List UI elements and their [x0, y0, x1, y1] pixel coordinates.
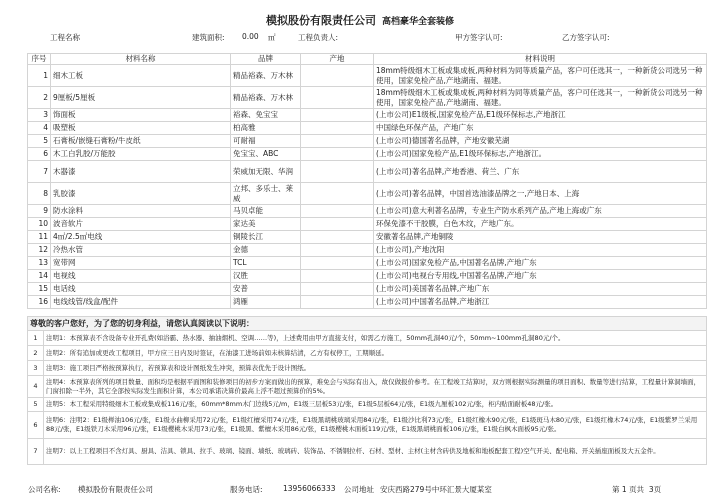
material-desc: 环保免漆不干胶膜，白色木纹，产地广东。	[374, 218, 707, 231]
table-header-row	[28, 54, 707, 65]
notes-table	[27, 316, 707, 465]
table-row	[28, 148, 707, 161]
brand: 柏高雅	[231, 122, 301, 135]
company-title: 模拟股份有限责任公司	[265, 14, 376, 27]
note-text: 注明6：注明2：E1级榉油106元/张，E1级水曲柳采用72元/张，E1级红檀采用74元/张，E1级黑胡桃玻璃采用84元/张，E1级沙比利73元/张，E1级红橡木90元/张，E1级斑马木80元/张，E1级红橡木74元/张，E1级紫罗兰采用88元/张，E1级铁刀木采用96元/张，E1级樱桃木采用73元/张，E1级黑、紫檀木采用86元/张，E1级樱桃木面板119元/张，E1级黑胡桃面板106元/张，E1级白枫木面板95元/张。	[44, 412, 707, 439]
footer-phone-label: 服务电话:	[230, 485, 263, 494]
table-row	[28, 122, 707, 135]
table-row	[28, 109, 707, 122]
brand: 免宝宝、ABC	[231, 148, 301, 161]
note-no: 3	[28, 361, 44, 376]
note-row	[28, 331, 707, 346]
origin	[301, 218, 374, 231]
origin	[301, 87, 374, 109]
material-desc: (上市公司)E1级板,国家免检产品,E1级环保标志,产地浙江	[374, 109, 707, 122]
material-name: 木工白乳胶/万能胶	[51, 148, 231, 161]
table-row	[28, 270, 707, 283]
material-name: 宽带网	[51, 257, 231, 270]
note-text: 注明5：本工程采用特级细木工板或集成板116元/张，60mm*8mm木门边线5元/m，E1级三层板53元/张，E1级5层板64元/张，E1级九厘板102元/张，柜内贴面耐板48元/张。	[44, 398, 707, 412]
material-name: 细木工板	[51, 65, 231, 87]
brand: 鸿雁	[231, 296, 301, 309]
footer-company: 模拟股份有限责任公司	[78, 485, 153, 494]
origin	[301, 65, 374, 87]
materials-table	[27, 53, 707, 309]
material-name: 电话线	[51, 283, 231, 296]
note-text: 注明2：所有追加或更改工程项目，甲方应三日内及时签证，在油漆工进场前如未核算结清，乙方有权停工，工期顺延。	[44, 346, 707, 361]
origin	[301, 148, 374, 161]
note-no: 5	[28, 398, 44, 412]
row-no: 4	[28, 122, 51, 135]
brand: 裕森、免宝宝	[231, 109, 301, 122]
origin	[301, 161, 374, 183]
brand: 马贝卓能	[231, 205, 301, 218]
brand: 荣威加无限、华润	[231, 161, 301, 183]
col-name: 材料名称	[51, 54, 231, 65]
footer-address: 安庆西路279号中环汇景大厦某室	[380, 485, 492, 494]
table-row	[28, 161, 707, 183]
origin	[301, 135, 374, 148]
origin	[301, 270, 374, 283]
brand: 铜陵长江	[231, 231, 301, 244]
table-row	[28, 296, 707, 309]
row-no: 3	[28, 109, 51, 122]
material-desc: 安徽著名品牌,产地铜陵	[374, 231, 707, 244]
document-title	[0, 12, 720, 28]
col-no: 序号	[28, 54, 51, 65]
note-text: 注明7：以上工程项目不含灯具、厨具、洁具、锁具、拉手、玻璃、镜面、墙纸、玻璃砖、装饰品、不锈钢拉杆、石材、型材、主材(主材含砖供及地板和地板配套工程)空气开关、配电箱、开关插座面板及大五金件。	[44, 439, 707, 465]
row-no: 8	[28, 183, 51, 205]
note-no: 2	[28, 346, 44, 361]
material-name: 4㎡/2.5㎡电线	[51, 231, 231, 244]
footer-company-label: 公司名称:	[28, 485, 61, 494]
area-unit: ㎡	[268, 33, 276, 42]
row-no: 16	[28, 296, 51, 309]
row-no: 9	[28, 205, 51, 218]
origin	[301, 183, 374, 205]
col-brand: 品牌	[231, 54, 301, 65]
material-name: 电视线	[51, 270, 231, 283]
material-name: 防水涂料	[51, 205, 231, 218]
manager-label: 工程负责人:	[298, 33, 339, 42]
table-row	[28, 283, 707, 296]
origin	[301, 205, 374, 218]
row-no: 11	[28, 231, 51, 244]
area-label: 建筑面积:	[192, 33, 225, 42]
row-no: 1	[28, 65, 51, 87]
note-no: 6	[28, 412, 44, 439]
material-name: 冷热水管	[51, 244, 231, 257]
brand: TCL	[231, 257, 301, 270]
brand: 可耐福	[231, 135, 301, 148]
material-desc: (上市公司),产地沈阳	[374, 244, 707, 257]
party-a-label: 甲方签字认可:	[455, 33, 503, 42]
material-desc: (上市公司)国家免检产品,中国著名品牌,产地广东	[374, 257, 707, 270]
footer-address-label: 公司地址	[344, 485, 374, 494]
brand: 安普	[231, 283, 301, 296]
material-desc: (上市公司)美国著名品牌,产地广东	[374, 283, 707, 296]
note-row	[28, 412, 707, 439]
origin	[301, 296, 374, 309]
table-row	[28, 231, 707, 244]
note-no: 7	[28, 439, 44, 465]
table-row	[28, 65, 707, 87]
material-desc: 中国绿色环保产品，产地广东	[374, 122, 707, 135]
origin	[301, 283, 374, 296]
row-no: 6	[28, 148, 51, 161]
material-desc: (上市公司)意大利著名品牌，专业生产防水系列产品,产地上海或广东	[374, 205, 707, 218]
brand: 金德	[231, 244, 301, 257]
row-no: 7	[28, 161, 51, 183]
row-no: 5	[28, 135, 51, 148]
brand: 立邦、多乐士、莱威	[231, 183, 301, 205]
row-no: 2	[28, 87, 51, 109]
row-no: 14	[28, 270, 51, 283]
notes-heading: 尊敬的客户您好，为了您的切身利益，请您认真阅读以下说明：	[28, 317, 707, 331]
material-name: 饰面板	[51, 109, 231, 122]
material-name: 波音软片	[51, 218, 231, 231]
note-text: 注明1：本预算表不含设备专业开孔费(如浴霸、热水器、抽油烟机、空调……等)，上述费用由甲方直接支付，如需乙方施工，50mm孔洞40元/个，50mm~100mm孔洞80元/个。	[44, 331, 707, 346]
material-desc: 18mm特级细木工板或集成板,两种材料为同等质量产品，客户可任选其一，一种新货公司选另一种使用，国家免检产品,产地湖南、福建。	[374, 65, 707, 87]
material-name: 木器漆	[51, 161, 231, 183]
material-desc: (上市公司)德国著名品牌，产地安徽芜湖	[374, 135, 707, 148]
row-no: 15	[28, 283, 51, 296]
project-name-label: 工程名称	[50, 33, 80, 42]
row-no: 13	[28, 257, 51, 270]
row-no: 10	[28, 218, 51, 231]
table-row	[28, 218, 707, 231]
table-row	[28, 135, 707, 148]
note-text: 注明3：施工项目严格按预算执行，若预算表和设计图纸发生冲突，预算表优先于设计图纸。	[44, 361, 707, 376]
origin	[301, 257, 374, 270]
area-value: 0.00	[242, 32, 259, 41]
col-origin: 产地	[301, 54, 374, 65]
note-no: 4	[28, 376, 44, 398]
material-desc: 18mm特级细木工板或集成板,两种材料为同等质量产品，客户可任选其一，一种新货公司选另一种使用，国家免检产品,产地湖南、福建。	[374, 87, 707, 109]
brand: 精品裕森、万木林	[231, 65, 301, 87]
note-row	[28, 361, 707, 376]
party-b-label: 乙方签字认可:	[562, 33, 610, 42]
material-name: 电线线管/线盒/配件	[51, 296, 231, 309]
row-no: 12	[28, 244, 51, 257]
note-text: 注明4：本预算表所列的项目数量、面积均是根据平面图和装修项目的初步方案而做出的预算，难免会与实际有出入，故仅做报价参考。在工程竣工结算时，双方则根据实际测量的项目面积、数量等进行结算，工程量计算洞墙面，门窗扣除一半外，其它全部按实际发生面积计算，本公司承诺决算价最高上浮不超过预算价的5%。	[44, 376, 707, 398]
material-name: 乳胶漆	[51, 183, 231, 205]
note-row	[28, 376, 707, 398]
material-desc: (上市公司)国家免检产品,E1级环保标志,产地浙江。	[374, 148, 707, 161]
footer-phone: 13956066333	[283, 484, 336, 493]
table-row	[28, 205, 707, 218]
origin	[301, 231, 374, 244]
table-row	[28, 244, 707, 257]
material-desc: (上市公司)电视台专用线,中国著名品牌,产地广东	[374, 270, 707, 283]
material-desc: (上市公司)著名品牌，中国首选油漆品牌之一,产地日本、上海	[374, 183, 707, 205]
origin	[301, 244, 374, 257]
brand: 家达美	[231, 218, 301, 231]
col-desc: 材料说明	[374, 54, 707, 65]
material-desc: (上市公司)中国著名品牌,产地浙江	[374, 296, 707, 309]
origin	[301, 122, 374, 135]
note-row	[28, 398, 707, 412]
material-name: 吸塑板	[51, 122, 231, 135]
material-name: 石膏板/嵌缝石膏粉/牛皮纸	[51, 135, 231, 148]
document-subtitle: 高档豪华全套装修	[381, 17, 454, 27]
origin	[301, 109, 374, 122]
brand: 汉胜	[231, 270, 301, 283]
brand: 精品裕森、万木林	[231, 87, 301, 109]
page-indicator: 第 1 页共 3页	[612, 485, 662, 494]
note-no: 1	[28, 331, 44, 346]
material-desc: (上市公司)著名品牌,产地香港、荷兰、广东	[374, 161, 707, 183]
table-row	[28, 183, 707, 205]
table-row	[28, 87, 707, 109]
note-row	[28, 346, 707, 361]
note-row	[28, 439, 707, 465]
table-row	[28, 257, 707, 270]
material-name: 9厘板/5厘板	[51, 87, 231, 109]
